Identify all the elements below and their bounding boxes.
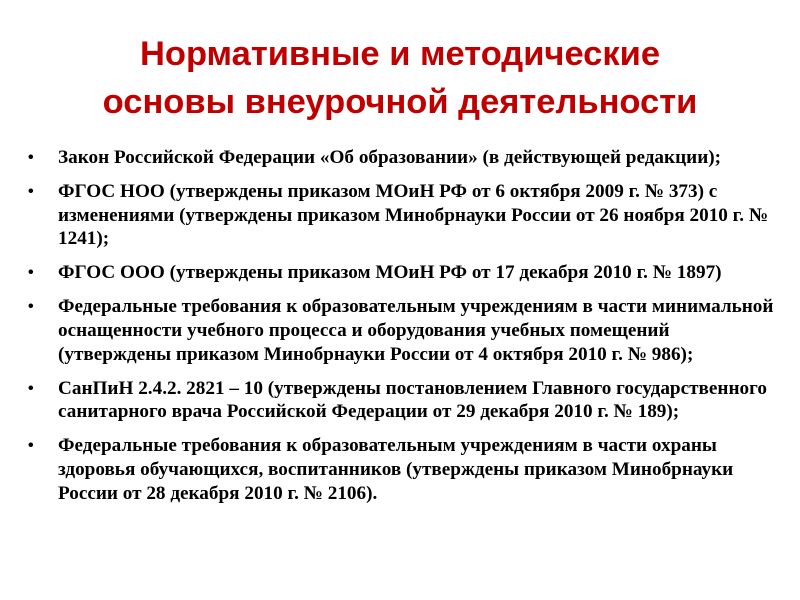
slide-title	[20, 30, 780, 126]
bullet-text: ФГОС НОО (утверждены приказом МОиН РФ от 6 октября 2009 г. № 373) с изменениями (утверждены приказом Минобрнауки России от 26 ноября 2010 г. № 1241);	[58, 181, 769, 250]
bullet-item-fgos-noo	[28, 180, 776, 251]
bullet-item-sanpin	[28, 377, 776, 424]
bullet-icon: •	[28, 379, 34, 397]
bullet-icon: •	[28, 437, 34, 455]
bullet-text: ФГОС ООО (утверждены приказом МОиН РФ от 17 декабря 2010 г. № 1897)	[58, 262, 722, 284]
bullet-icon: •	[28, 264, 34, 282]
slide-title-line-2: основы внеурочной деятельности	[102, 83, 698, 121]
bullet-text: Закон Российской Федерации «Об образовании» (в действующей редакции);	[58, 147, 722, 168]
bullet-item-fgos-ooo	[28, 261, 776, 285]
bullet-text: Федеральные требования к образовательным учреждениям в части минимальной оснащенности учебного процесса и оборудования учебных помещений (утверждены приказом Минобрнауки России от 4 октября 2010 г. № 986);	[58, 296, 774, 365]
bullet-icon: •	[28, 149, 34, 166]
bullet-text: Федеральные требования к образовательным учреждениям в части охраны здоровья обучающихся, воспитанников (утверждены приказом Минобрнауки России от 28 декабря 2010 г. № 2106).	[58, 435, 734, 504]
bullet-icon: •	[28, 183, 34, 201]
bullet-icon: •	[28, 298, 34, 316]
bullet-item-equipment-requirements	[28, 295, 776, 366]
bullet-list	[28, 146, 776, 505]
bullet-item-law	[28, 146, 776, 170]
slide-title-line-1: Нормативные и методические	[139, 35, 661, 73]
bullet-text: СанПиН 2.4.2. 2821 – 10 (утверждены постановлением Главного государственного санитарного врача Российской Федерации от 29 декабря 2010 г. № 189);	[58, 377, 767, 423]
bullet-item-health-requirements	[28, 434, 776, 505]
